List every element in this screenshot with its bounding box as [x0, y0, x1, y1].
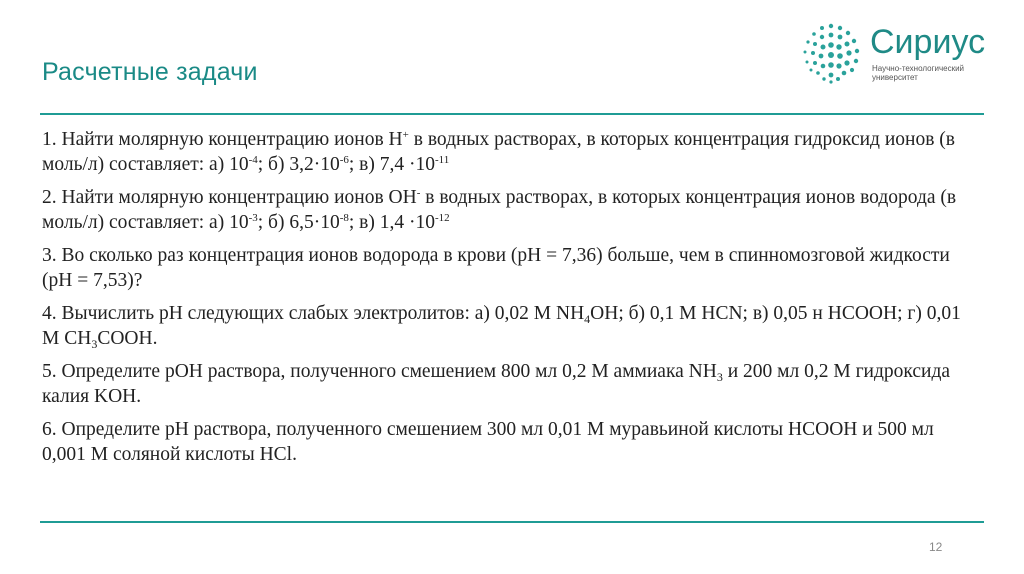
- task-2-exp-a: -3: [248, 212, 258, 224]
- task-2-sup-charge: -: [416, 187, 421, 199]
- task-5-text-cont: и 200 мл 0,2 M гидроксида калия KOH.: [42, 361, 951, 407]
- task-4-text-end: COOH.: [97, 328, 158, 349]
- logo-subtitle-line1: Научно-технологический: [872, 64, 965, 73]
- logo-subtitle-line2: университет: [872, 73, 918, 82]
- task-2-exp-c: -12: [435, 212, 450, 224]
- task-1-option-b: ; б) 3,2·10: [257, 154, 340, 175]
- task-2-option-b: ; б) 6,5·10: [257, 212, 340, 233]
- task-6-text: 6. Определите pH раствора, полученного смешением 300 мл 0,01 M муравьиной кислоты HCOOH и 500 мл 0,001 M соляной кислоты HCl.: [42, 419, 934, 465]
- page-number: 12: [929, 540, 943, 554]
- logo-name: Сириус: [870, 23, 986, 61]
- dot-sphere-icon: [800, 22, 862, 84]
- task-1-text-cont: в водных растворах, в которых концентрация гидроксид ионов (в моль/л) составляет: а) 10: [42, 129, 955, 175]
- task-1-text: 1. Найти молярную концентрацию ионов H: [42, 129, 403, 150]
- logo-subtitle: [872, 64, 1002, 82]
- task-4-sub-nh4: 4: [584, 312, 591, 326]
- task-2-text-cont: в водных растворах, в которых концентрация ионов водорода (в моль/л) составляет: а) 10: [42, 187, 957, 233]
- task-2-text: 2. Найти молярную концентрацию ионов OH: [42, 187, 417, 208]
- top-divider: [40, 113, 984, 115]
- task-1-exp-c: -11: [435, 154, 450, 166]
- bottom-divider: [40, 521, 984, 523]
- task-4-text-cont: OH; б) 0,1 M HCN; в) 0,05 н HCOOH; г) 0,01 M CH: [42, 303, 961, 349]
- task-1-exp-b: -6: [339, 154, 349, 166]
- task-3-text: 3. Во сколько раз концентрация ионов водорода в крови (pH = 7,36) больше, чем в спинномозговой жидкости (pH = 7,53)?: [42, 245, 950, 291]
- task-1-exp-a: -4: [248, 154, 258, 166]
- task-2-exp-b: -8: [339, 212, 349, 224]
- task-6: [42, 417, 982, 467]
- slide-title: Расчетные задачи: [42, 58, 258, 86]
- task-2: [42, 185, 982, 235]
- task-1: [42, 127, 982, 177]
- task-5-sub-nh3: 3: [716, 370, 723, 384]
- task-list: [42, 127, 982, 475]
- task-4-text: 4. Вычислить pH следующих слабых электролитов: а) 0,02 M NH: [42, 303, 585, 324]
- task-3: [42, 243, 982, 293]
- task-4-sub-ch3: 3: [91, 337, 98, 351]
- task-1-sup-charge: +: [402, 129, 409, 141]
- task-1-option-c: ; в) 7,4 ·10: [348, 154, 435, 175]
- task-4: [42, 301, 982, 351]
- sirius-logo: [800, 22, 1000, 86]
- task-2-option-c: ; в) 1,4 ·10: [348, 212, 435, 233]
- task-5-text: 5. Определите pOH раствора, полученного смешением 800 мл 0,2 M аммиака NH: [42, 361, 717, 382]
- task-5: [42, 359, 982, 409]
